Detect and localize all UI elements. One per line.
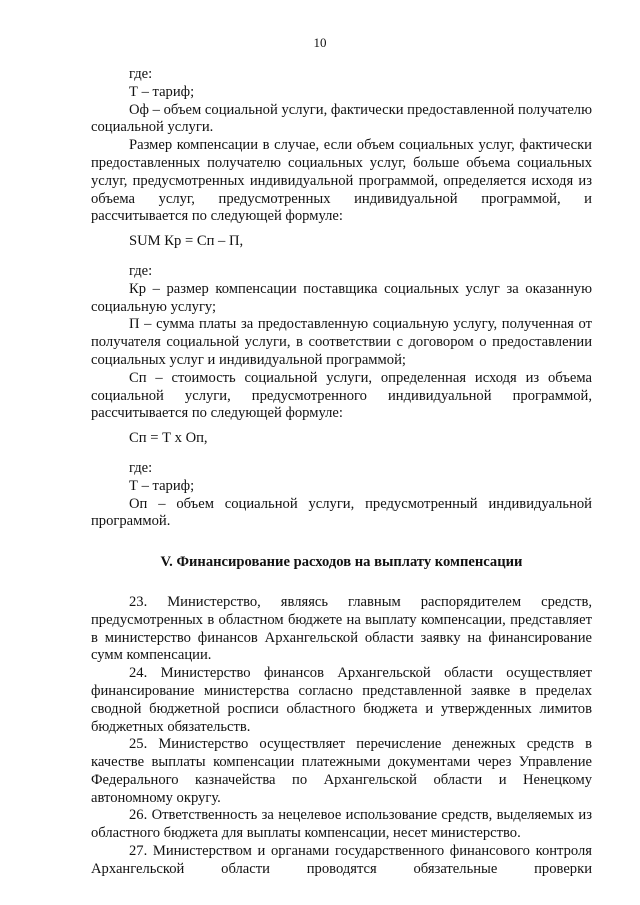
formula: Сп = Т х Оп, bbox=[129, 430, 208, 447]
paragraph: П – сумма платы за предоставленную социальную услугу, полученная от получателя социальной услуги, в соответствии с договором о предоставлении социальных услуг и индивидуальной программой; bbox=[91, 316, 592, 368]
document-body bbox=[91, 66, 592, 879]
paragraph: Сп – стоимость социальной услуги, определенная исходя из объема социальной услуги, предусмотренного индивидуальной программой, рассчитывается по следующей формуле: bbox=[91, 369, 592, 422]
paragraph: 25. Министерство осуществляет перечисление денежных средств в качестве выплаты компенсации платежными документами через Управление Федерального казначейства по Архангельской области и Ненецкому автономному округу. bbox=[91, 736, 592, 806]
paragraph: 23. Министерство, являясь главным распорядителем средств, предусмотренных в областном бюджете на выплату компенсации, представляет в министерство финансов Архангельской области заявку на финансирование сумм компенсации. bbox=[91, 593, 592, 664]
page-number: 10 bbox=[313, 35, 327, 50]
paragraph: Оп – объем социальной услуги, предусмотренный индивидуальной программой. bbox=[91, 495, 592, 530]
paragraph: 24. Министерство финансов Архангельской области осуществляет финансирование министерства согласно представленной заявке в пределах сводной бюджетной росписи областного бюджета и утвержденных лимитов бюджетных обязательств. bbox=[91, 665, 592, 735]
paragraph: Размер компенсации в случае, если объем социальных услуг, фактически предоставленных получателю социальных услуг, больше объема социальных услуг, предусмотренных индивидуальной программой, определяется исходя из объема услуг, предусмотренных индивидуальной программой, и рассчитывается по следующей формуле: bbox=[91, 137, 592, 225]
paragraph: 26. Ответственность за нецелевое использование средств, выделяемых из областного бюджета для выплаты компенсации, несет министерство. bbox=[91, 807, 592, 842]
paragraph: где: bbox=[129, 66, 153, 82]
section-heading: V. Финансирование расходов на выплату компенсации bbox=[160, 554, 523, 571]
paragraph: Оф – объем социальной услуги, фактически предоставленной получателю социальной услуги. bbox=[91, 101, 592, 136]
paragraph: 27. Министерством и органами государственного финансового контроля Архангельской области проводятся обязательные проверки bbox=[91, 843, 592, 877]
paragraph: Кр – размер компенсации поставщика социальных услуг за оказанную социальную услугу; bbox=[91, 280, 592, 315]
paragraph: где: bbox=[129, 262, 153, 279]
paragraph: Т – тариф; bbox=[129, 83, 195, 100]
paragraph: Т – тариф; bbox=[129, 477, 195, 494]
paragraph: где: bbox=[129, 459, 153, 476]
formula: SUM Кр = Сп – П, bbox=[129, 233, 244, 250]
